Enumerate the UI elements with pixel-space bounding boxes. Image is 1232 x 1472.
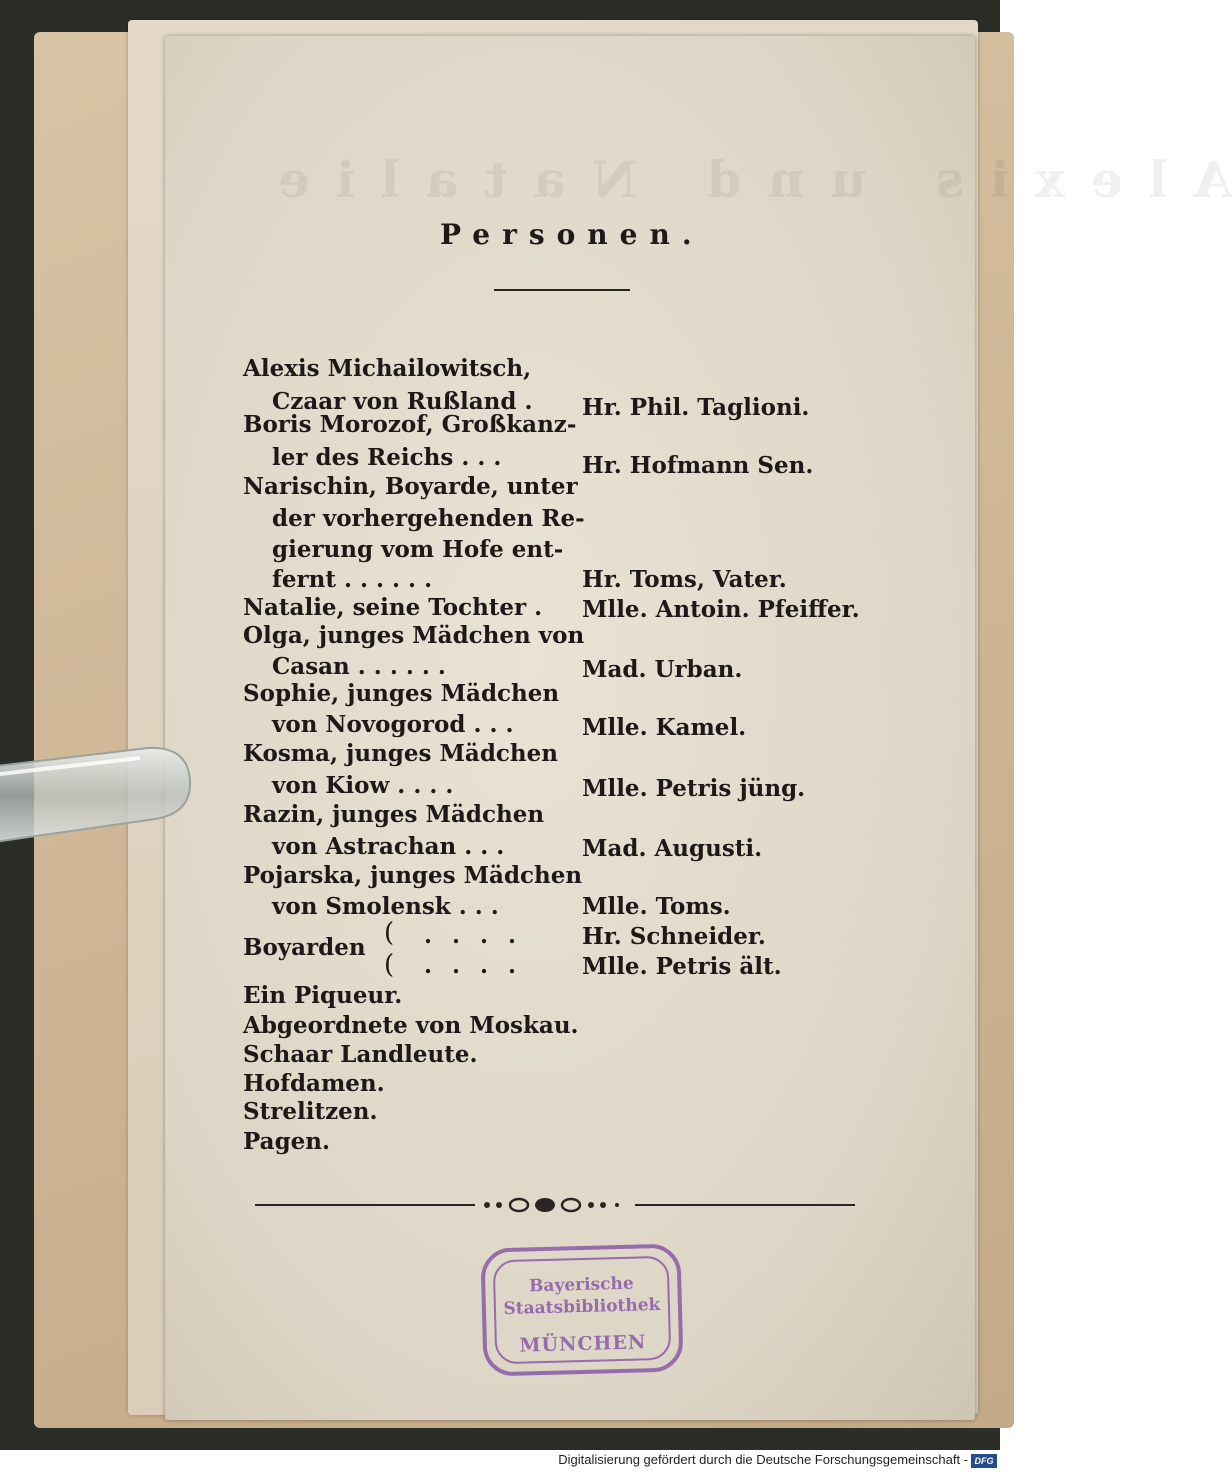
- actor-name: Hr. Hofmann Sen.: [582, 452, 814, 479]
- extra-line: Ein Piqueur.: [243, 982, 403, 1009]
- role-line: von Kiow . . . .: [272, 772, 454, 799]
- role-line: Pojarska, junges Mädchen: [243, 862, 583, 889]
- actor-name: Mlle. Petris jüng.: [582, 775, 806, 802]
- role-line: ler des Reichs . . .: [272, 444, 502, 471]
- extra-line: Strelitzen.: [243, 1098, 378, 1125]
- library-stamp: [480, 1243, 683, 1376]
- actor-name: Mad. Urban.: [582, 656, 743, 683]
- role-line: gierung vom Hofe ent-: [272, 536, 564, 563]
- brace-mark: (: [384, 950, 395, 980]
- bleed-through-text: Alexis und Natalie: [252, 150, 1232, 209]
- funding-credit: Digitalisierung gefördert durch die Deutsche Forschungsgemeinschaft -: [558, 1452, 968, 1467]
- role-line: Czaar von Rußland .: [272, 388, 533, 415]
- heading-rule: [494, 289, 630, 291]
- role-line: von Astrachan . . .: [272, 833, 505, 860]
- role-line: Kosma, junges Mädchen: [243, 740, 558, 767]
- role-line: Boris Morozof, Großkanz-: [243, 411, 577, 438]
- role-line: Casan . . . . . .: [272, 653, 446, 680]
- actor-name: Hr. Schneider.: [582, 923, 766, 950]
- extra-line: Hofdamen.: [243, 1070, 385, 1097]
- role-line: der vorhergehenden Re-: [272, 505, 585, 532]
- role-line: Natalie, seine Tochter .: [243, 594, 543, 621]
- stamp-line: Staatsbibliothek: [503, 1294, 661, 1320]
- plastic-clip: [0, 744, 194, 848]
- role-line: von Smolensk . . .: [272, 893, 499, 920]
- ornament-divider: [255, 1193, 855, 1217]
- extra-line: Abgeordnete von Moskau.: [243, 1012, 579, 1039]
- actor-name: Hr. Toms, Vater.: [582, 566, 787, 593]
- footer-bar: [0, 1450, 1000, 1472]
- actor-name: Mad. Augusti.: [582, 835, 763, 862]
- stamp-line: MÜNCHEN: [519, 1331, 647, 1357]
- dfg-logo: DFG: [971, 1454, 997, 1468]
- extra-line: Schaar Landleute.: [243, 1041, 478, 1068]
- stamp-line: Bayerische: [528, 1273, 634, 1297]
- actor-name: Mlle. Antoin. Pfeiffer.: [582, 596, 860, 623]
- extra-line: Pagen.: [243, 1128, 331, 1155]
- page-heading: Personen.: [440, 218, 704, 251]
- role-line: Narischin, Boyarde, unter: [243, 473, 578, 500]
- role-line: Boyarden: [243, 934, 366, 961]
- role-line: Razin, junges Mädchen: [243, 801, 545, 828]
- brace-mark: (: [384, 918, 395, 948]
- actor-name: Hr. Phil. Taglioni.: [582, 394, 810, 421]
- leader-dots: . . . .: [424, 952, 523, 979]
- role-line: Alexis Michailowitsch,: [243, 355, 532, 382]
- role-line: Olga, junges Mädchen von: [243, 622, 585, 649]
- leader-dots: . . . .: [424, 922, 523, 949]
- actor-name: Mlle. Kamel.: [582, 714, 747, 741]
- role-line: von Novogorod . . .: [272, 711, 514, 738]
- actor-name: Mlle. Petris ält.: [582, 953, 782, 980]
- actor-name: Mlle. Toms.: [582, 893, 731, 920]
- role-line: Sophie, junges Mädchen: [243, 680, 560, 707]
- role-line: fernt . . . . . .: [272, 566, 433, 593]
